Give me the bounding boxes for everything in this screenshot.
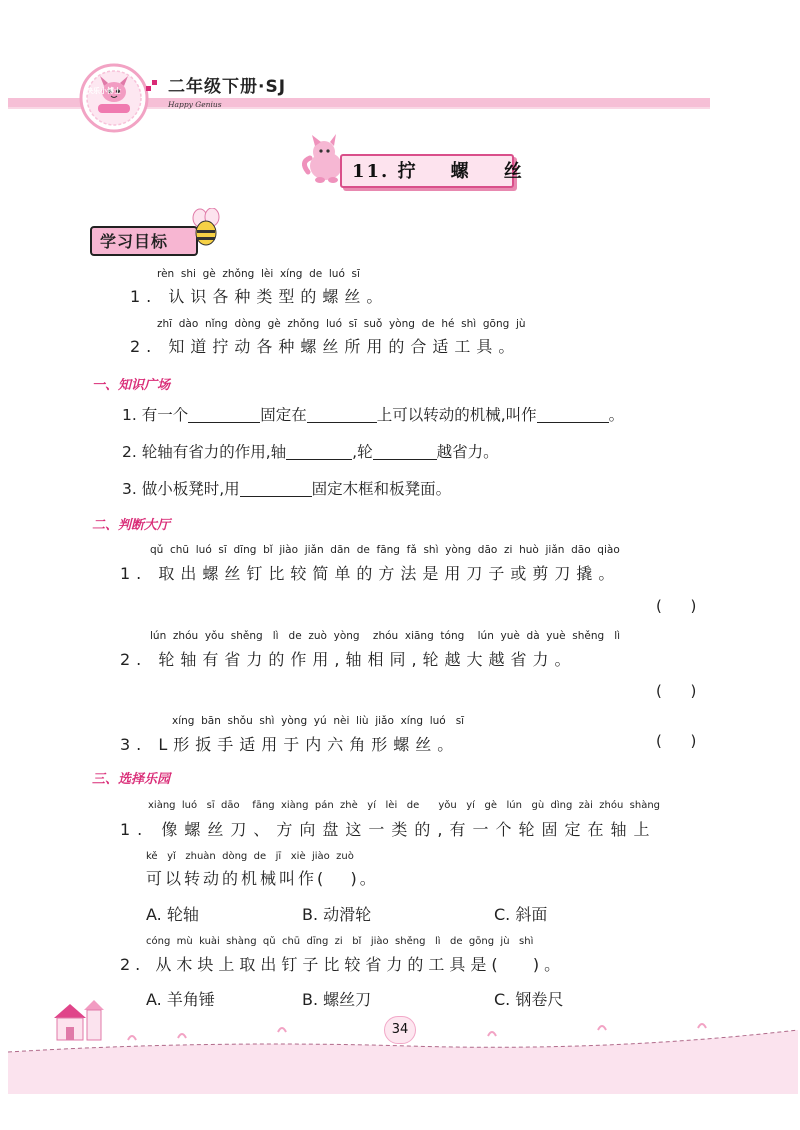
blank-input[interactable] (188, 406, 260, 423)
logo-text: 快乐小博士 (86, 87, 121, 95)
goal-2-pinyin: zhī dào nǐng dòng gè zhǒng luó sī suǒ yòng de hé shì gōng jù (157, 318, 526, 330)
fill-q1-part-a: 1. 有一个 (122, 406, 189, 424)
blank-input[interactable] (537, 406, 609, 423)
fill-q1-part-c: 上可以转动的机械,叫作 (376, 406, 537, 424)
bee-icon (188, 208, 224, 248)
blank-input[interactable] (240, 480, 312, 497)
section-3-heading: 三、选择乐园 (92, 772, 171, 787)
judge-1-answer[interactable]: ( ) (656, 597, 697, 615)
choice-1-line-1: 1. 像螺丝刀、方向盘这一类的,有一个轮固定在轴上 (120, 820, 657, 839)
choice-1-option-a[interactable]: A. 轮轴 (146, 905, 199, 924)
judge-2-pinyin: lún zhóu yǒu shěng lì de zuò yòng zhóu xiāng tóng lún yuè dà yuè shěng lì (150, 630, 621, 642)
grade-label: 二年级下册·SJ (168, 77, 287, 97)
blank-input[interactable] (373, 443, 437, 460)
page-number: 34 (384, 1016, 416, 1044)
goals-label: 学习目标 (100, 232, 169, 251)
judge-3-text: 3. L形扳手适用于内六角形螺丝。 (120, 735, 460, 754)
goal-1-text: 1. 认识各种类型的螺丝。 (130, 287, 389, 306)
judge-3-pinyin: xíng bān shǒu shì yòng yú nèi liù jiǎo xíng luó sī (172, 715, 465, 727)
fill-q3 (122, 477, 451, 499)
fill-q2-part-a: 2. 轮轴有省力的作用,轴 (122, 443, 287, 461)
goal-1-pinyin: rèn shi gè zhǒng lèi xíng de luó sī (157, 268, 360, 280)
choice-2-option-c[interactable]: C. 钢卷尺 (494, 990, 564, 1009)
header-bullet-icon (146, 78, 160, 92)
fill-q1 (122, 403, 624, 425)
house-icon (40, 996, 110, 1046)
page-title: 11. 拧 螺 丝 (352, 161, 524, 182)
section-2-heading: 二、判断大厅 (92, 518, 171, 533)
choice-1-pinyin-2: kě yǐ zhuàn dòng de jī xiè jiào zuò (146, 851, 354, 862)
choice-1-option-c[interactable]: C. 斜面 (494, 905, 548, 924)
choice-1-pinyin-1: xiàng luó sī dāo fāng xiàng pán zhè yí lèi de yǒu yí gè lún gù dìng zài zhóu shàng (148, 800, 661, 811)
fill-q3-part-a: 3. 做小板凳时,用 (122, 480, 240, 498)
judge-3-answer[interactable]: ( ) (656, 732, 697, 750)
judge-2-text: 2. 轮轴有省力的作用,轴相同,轮越大越省力。 (120, 650, 577, 669)
logo-badge-icon (78, 62, 150, 134)
fill-q2-part-c: 越省力。 (436, 443, 499, 461)
blank-input[interactable] (286, 443, 352, 460)
choice-1-line-2: 可以转动的机械叫作( )。 (146, 869, 379, 888)
choice-2-pinyin: cóng mù kuài shàng qǔ chū dīng zi bǐ jiào shěng lì de gōng jù shì (146, 936, 534, 947)
choice-1-option-b[interactable]: B. 动滑轮 (302, 905, 372, 924)
judge-1-pinyin: qǔ chū luó sī dīng bǐ jiào jiǎn dān de fāng fǎ shì yòng dāo zi huò jiǎn dāo qiào (150, 544, 620, 556)
section-1-heading: 一、知识广场 (92, 378, 171, 393)
brand-en: Happy Genius (168, 100, 222, 109)
fill-q1-part-b: 固定在 (260, 406, 307, 424)
fill-q2 (122, 440, 499, 462)
choice-2-option-b[interactable]: B. 螺丝刀 (302, 990, 372, 1009)
fill-q1-part-d: 。 (608, 406, 625, 424)
blank-input[interactable] (307, 406, 377, 423)
goal-2-text: 2. 知道拧动各种螺丝所用的合适工具。 (130, 337, 521, 356)
judge-2-answer[interactable]: ( ) (656, 682, 697, 700)
choice-2-option-a[interactable]: A. 羊角锤 (146, 990, 215, 1009)
choice-2-line: 2. 从木块上取出钉子比较省力的工具是( )。 (120, 955, 566, 974)
fill-q3-part-b: 固定木框和板凳面。 (311, 480, 452, 498)
judge-1-text: 1. 取出螺丝钉比较简单的方法是用刀子或剪刀撬。 (120, 564, 621, 583)
fill-q2-part-b: ,轮 (352, 443, 373, 461)
